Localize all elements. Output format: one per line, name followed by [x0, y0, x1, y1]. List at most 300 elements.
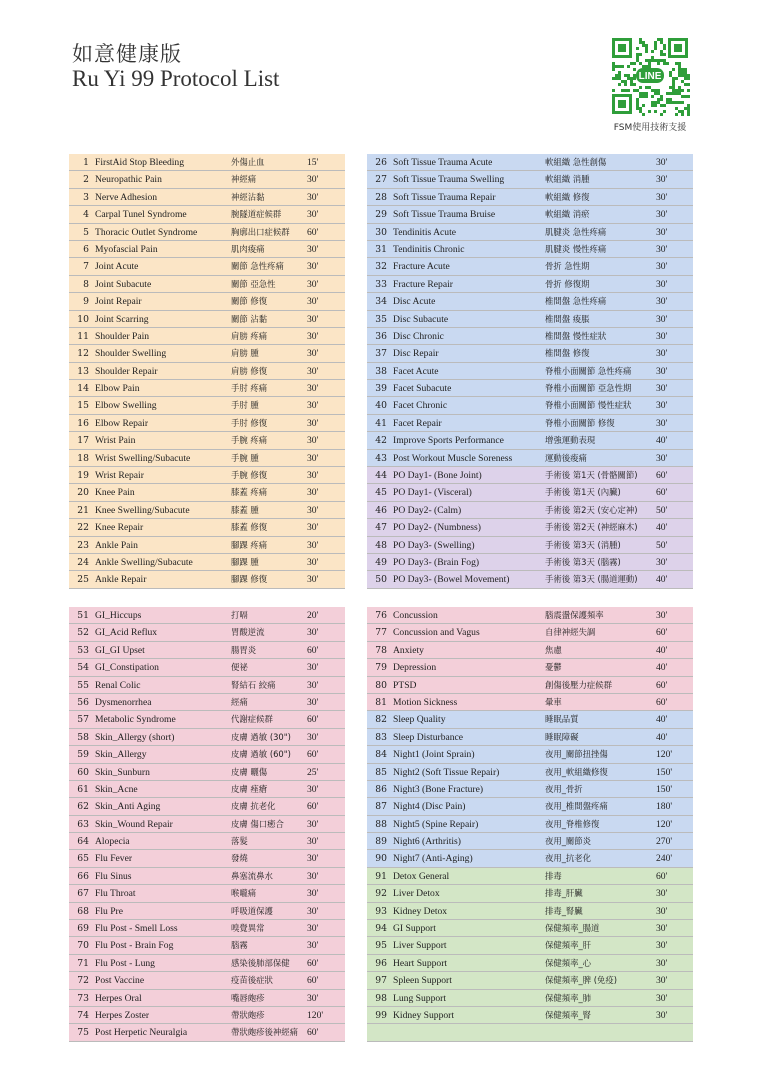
protocol-number: 43 [375, 452, 387, 464]
protocol-duration: 30' [656, 940, 668, 952]
protocol-duration: 40' [656, 714, 668, 726]
protocol-name-en: FirstAid Stop Bleeding [95, 157, 185, 168]
protocol-name-zh: 手術後 第3天 (腦霧) [545, 556, 621, 567]
protocol-number: 34 [375, 296, 387, 308]
protocol-duration: 30' [656, 383, 668, 395]
protocol-table-76-99 [367, 607, 693, 1042]
protocol-duration: 30' [307, 209, 319, 221]
protocol-duration: 30' [656, 975, 668, 987]
protocol-duration: 30' [307, 348, 319, 360]
protocol-name-zh: 鼻塞流鼻水 [231, 870, 273, 881]
page-title-en: Ru Yi 99 Protocol List [72, 66, 280, 91]
protocol-number: 22 [77, 522, 89, 534]
protocol-duration: 15' [307, 157, 319, 168]
table-row [69, 380, 345, 397]
protocol-number: 96 [375, 957, 387, 969]
protocol-name-zh: 椎間盤 痠脹 [545, 313, 590, 324]
protocol-name-zh: 運動後痠痛 [545, 452, 587, 463]
table-row [69, 711, 345, 728]
protocol-number: 97 [375, 975, 387, 987]
protocol-duration: 270' [656, 836, 673, 848]
protocol-number: 5 [83, 226, 89, 238]
protocol-number: 46 [375, 504, 387, 516]
protocol-duration: 30' [307, 539, 319, 551]
protocol-number: 20 [77, 487, 89, 499]
table-row [367, 397, 693, 414]
protocol-duration: 30' [307, 191, 319, 203]
table-row [367, 258, 693, 275]
protocol-name-zh: 腸胃炎 [231, 644, 257, 655]
protocol-duration: 30' [656, 905, 668, 917]
protocol-name-zh: 手術後 第3天 (消腫) [545, 539, 621, 550]
table-row [69, 397, 345, 414]
protocol-name-en: PO Day2- (Calm) [393, 504, 462, 516]
protocol-number: 84 [375, 749, 387, 761]
protocol-name-zh: 腕隧道症候群 [231, 209, 282, 220]
protocol-number: 42 [375, 435, 387, 447]
protocol-duration: 20' [307, 610, 319, 621]
protocol-name-en: Post Herpetic Neuralgia [95, 1027, 188, 1039]
protocol-name-en: Fracture Acute [393, 261, 450, 273]
protocol-number: 47 [375, 522, 387, 534]
table-row [367, 189, 693, 206]
protocol-name-en: Soft Tissue Trauma Repair [393, 191, 496, 203]
protocol-number: 71 [77, 957, 89, 969]
protocol-number: 18 [77, 452, 89, 464]
table-row [367, 154, 693, 171]
protocol-number: 28 [375, 191, 387, 203]
table-row [367, 1007, 693, 1024]
protocol-number: 13 [77, 365, 89, 377]
protocol-number: 15 [77, 400, 89, 412]
protocol-name-en: Facet Repair [393, 417, 442, 429]
table-row [367, 206, 693, 223]
protocol-number: 53 [77, 644, 89, 656]
protocol-duration: 30' [656, 261, 668, 273]
protocol-name-zh: 夜用_脊椎修復 [545, 818, 600, 829]
protocol-name-en: Flu Sinus [95, 870, 132, 882]
protocol-duration: 30' [307, 470, 319, 482]
protocol-name-zh: 落髮 [231, 836, 248, 847]
protocol-name-zh: 帶狀皰疹後神經痛 [231, 1027, 298, 1038]
protocol-name-en: Renal Colic [95, 679, 141, 691]
protocol-name-en: Elbow Pain [95, 383, 140, 395]
protocol-name-en: Improve Sports Performance [393, 435, 504, 447]
protocol-duration: 30' [307, 923, 319, 935]
qr-line-badge: LINE [638, 71, 662, 82]
table-row [69, 258, 345, 275]
protocol-name-en: Skin_Acne [95, 783, 138, 795]
protocol-name-zh: 焦慮 [545, 644, 562, 655]
protocol-number: 29 [375, 209, 387, 221]
protocol-name-en: Herpes Oral [95, 992, 142, 1004]
table-row [69, 241, 345, 258]
protocol-number: 51 [77, 610, 89, 621]
protocol-name-en: Wrist Repair [95, 470, 144, 482]
protocol-name-zh: 關節 沾黏 [231, 313, 268, 324]
page-title-zh: 如意健康版 [72, 42, 182, 66]
protocol-number: 38 [375, 365, 387, 377]
table-row [69, 450, 345, 467]
protocol-name-en: Flu Fever [95, 853, 133, 865]
protocol-duration: 60' [656, 487, 668, 499]
protocol-number: 50 [375, 574, 387, 586]
protocol-name-en: Night4 (Disc Pain) [393, 801, 466, 813]
protocol-duration: 30' [656, 400, 668, 412]
table-row [367, 450, 693, 467]
table-row [69, 972, 345, 989]
table-row [367, 677, 693, 694]
protocol-name-zh: 手術後 第2天 (安心定神) [545, 504, 638, 515]
protocol-duration: 30' [307, 504, 319, 516]
protocol-name-en: Knee Swelling/Subacute [95, 504, 190, 516]
table-row [69, 189, 345, 206]
protocol-name-en: Flu Post - Lung [95, 957, 155, 969]
protocol-name-zh: 膝蓋 腫 [231, 504, 259, 515]
protocol-number: 26 [375, 157, 387, 168]
protocol-number: 60 [77, 766, 89, 778]
protocol-duration: 30' [307, 383, 319, 395]
protocol-number: 9 [83, 296, 89, 308]
table-row [367, 224, 693, 241]
protocol-name-zh: 關節 亞急性 [231, 278, 276, 289]
table-row [69, 467, 345, 484]
protocol-number: 80 [375, 679, 387, 691]
protocol-name-zh: 外傷止血 [231, 157, 265, 167]
table-row [69, 694, 345, 711]
protocol-name-en: Joint Subacute [95, 278, 152, 290]
protocol-number: 69 [77, 923, 89, 935]
protocol-name-en: Kidney Support [393, 1009, 455, 1021]
table-row [69, 850, 345, 867]
protocol-number: 41 [375, 417, 387, 429]
table-row [367, 764, 693, 781]
table-row [367, 1024, 693, 1041]
protocol-number: 35 [375, 313, 387, 325]
protocol-duration: 40' [656, 522, 668, 534]
protocol-name-zh: 睡眠品質 [545, 714, 579, 725]
protocol-number: 3 [83, 191, 89, 203]
protocol-duration: 30' [307, 243, 319, 255]
protocol-duration: 30' [307, 417, 319, 429]
table-row [367, 345, 693, 362]
protocol-name-en: Motion Sickness [393, 696, 458, 708]
protocol-name-en: Disc Acute [393, 296, 436, 308]
protocol-number: 54 [77, 662, 89, 674]
protocol-name-zh: 保健頻率_肝 [545, 940, 592, 951]
protocol-duration: 30' [656, 226, 668, 238]
protocol-duration: 30' [307, 261, 319, 273]
protocol-number: 73 [77, 992, 89, 1004]
protocol-duration: 30' [656, 417, 668, 429]
protocol-name-en: Flu Pre [95, 905, 123, 917]
table-row [367, 311, 693, 328]
protocol-name-zh: 暈車 [545, 696, 562, 707]
protocol-duration: 120' [656, 749, 673, 761]
protocol-duration: 60' [307, 226, 319, 238]
protocol-name-zh: 皮膚 過敏 (30") [231, 731, 291, 742]
table-row [367, 607, 693, 624]
table-row [69, 659, 345, 676]
protocol-name-zh: 手腕 腫 [231, 452, 259, 463]
protocol-number: 62 [77, 801, 89, 813]
protocol-duration: 30' [307, 278, 319, 290]
protocol-duration: 30' [656, 888, 668, 900]
protocol-duration: 30' [307, 627, 319, 639]
protocol-duration: 30' [307, 696, 319, 708]
protocol-name-zh: 肌腱炎 慢性疼痛 [545, 243, 607, 254]
table-row [69, 206, 345, 223]
protocol-name-en: Night2 (Soft Tissue Repair) [393, 766, 500, 778]
protocol-duration: 40' [656, 574, 668, 586]
protocol-duration: 30' [656, 191, 668, 203]
protocol-duration: 120' [307, 1009, 324, 1021]
protocol-name-en: GI Support [393, 923, 436, 935]
protocol-duration: 60' [656, 679, 668, 691]
protocol-name-zh: 經痛 [231, 696, 248, 707]
protocol-duration: 40' [656, 435, 668, 447]
qr-code-icon[interactable] [610, 36, 690, 116]
protocol-name-zh: 腎結石 絞痛 [231, 679, 276, 690]
table-row [367, 467, 693, 484]
table-row [367, 502, 693, 519]
table-row [69, 833, 345, 850]
protocol-duration: 30' [307, 330, 319, 342]
table-row [69, 502, 345, 519]
protocol-number: 70 [77, 940, 89, 952]
protocol-name-en: PO Day3- (Brain Fog) [393, 556, 480, 568]
protocol-name-zh: 神經痛 [231, 174, 257, 185]
protocol-duration: 30' [656, 957, 668, 969]
protocol-name-en: Joint Repair [95, 296, 142, 308]
protocol-number: 57 [77, 714, 89, 726]
protocol-name-en: Anxiety [393, 644, 424, 656]
protocol-name-zh: 手肘 疼痛 [231, 383, 268, 394]
table-row [69, 328, 345, 345]
protocol-name-zh: 關節 急性疼痛 [231, 261, 284, 272]
protocol-name-en: Heart Support [393, 957, 448, 969]
table-row [69, 937, 345, 954]
protocol-name-zh: 帶狀皰疹 [231, 1009, 265, 1020]
protocol-number: 92 [375, 888, 387, 900]
protocol-name-zh: 骨折 修復期 [545, 278, 590, 289]
protocol-number: 36 [375, 330, 387, 342]
protocol-number: 89 [375, 836, 387, 848]
table-row [367, 955, 693, 972]
protocol-name-zh: 保健頻率_腎 [545, 1009, 592, 1020]
protocol-name-zh: 皮膚 抗老化 [231, 801, 276, 812]
protocol-name-zh: 手肘 腫 [231, 400, 259, 411]
protocol-duration: 30' [656, 992, 668, 1004]
protocol-name-zh: 夜用_抗老化 [545, 853, 592, 864]
protocol-duration: 30' [307, 888, 319, 900]
table-row [69, 1024, 345, 1041]
protocol-name-zh: 打嗝 [231, 610, 248, 620]
protocol-table-26-50 [367, 154, 693, 589]
protocol-name-zh: 排毒 [545, 870, 562, 881]
protocol-duration: 50' [656, 539, 668, 551]
table-row [69, 798, 345, 815]
protocol-number: 31 [375, 243, 387, 255]
protocol-name-en: Herpes Zoster [95, 1009, 150, 1021]
protocol-name-en: Sleep Quality [393, 714, 446, 726]
protocol-name-en: Soft Tissue Trauma Bruise [393, 209, 496, 221]
protocol-number: 81 [375, 696, 387, 708]
protocol-duration: 30' [307, 574, 319, 586]
protocol-name-en: Night7 (Anti-Aging) [393, 853, 473, 865]
protocol-name-zh: 椎間盤 慢性症狀 [545, 330, 607, 341]
table-row [69, 955, 345, 972]
protocol-duration: 30' [307, 836, 319, 848]
protocol-number: 75 [77, 1027, 89, 1039]
protocol-number: 74 [77, 1009, 89, 1021]
protocol-name-en: Myofascial Pain [95, 243, 158, 255]
protocol-number: 72 [77, 975, 89, 987]
table-row [367, 659, 693, 676]
protocol-number: 65 [77, 853, 89, 865]
table-row [367, 990, 693, 1007]
protocol-name-zh: 嘴唇皰疹 [231, 992, 265, 1003]
protocol-name-zh: 胸廓出口症候群 [231, 226, 290, 237]
table-row [69, 624, 345, 641]
protocol-duration: 60' [307, 801, 319, 813]
protocol-name-en: Knee Pain [95, 487, 135, 499]
protocol-number: 37 [375, 348, 387, 360]
table-row [367, 276, 693, 293]
protocol-name-en: PO Day2- (Numbness) [393, 522, 481, 534]
table-row [367, 972, 693, 989]
protocol-number: 49 [375, 556, 387, 568]
protocol-duration: 60' [307, 1027, 319, 1039]
protocol-name-zh: 軟組織 修復 [545, 191, 590, 202]
protocol-duration: 30' [656, 209, 668, 221]
table-row [69, 224, 345, 241]
protocol-name-en: Liver Detox [393, 888, 440, 900]
protocol-table-51-75 [69, 607, 345, 1042]
protocol-number: 86 [375, 783, 387, 795]
protocol-name-zh: 手術後 第2天 (神經麻木) [545, 522, 638, 533]
table-row [367, 798, 693, 815]
protocol-duration: 40' [656, 662, 668, 674]
table-row [69, 311, 345, 328]
table-row [69, 363, 345, 380]
protocol-name-zh: 創傷後壓力症候群 [545, 679, 612, 690]
protocol-name-en: Flu Post - Smell Loss [95, 923, 178, 935]
table-row [367, 885, 693, 902]
protocol-number: 8 [83, 278, 89, 290]
protocol-name-zh: 嗅覺異常 [231, 923, 265, 934]
protocol-name-zh: 憂鬱 [545, 662, 562, 673]
protocol-number: 66 [77, 870, 89, 882]
protocol-name-en: Flu Post - Brain Fog [95, 940, 174, 952]
protocol-number: 55 [77, 679, 89, 691]
protocol-name-zh: 保健頻率_肺 [545, 992, 592, 1003]
protocol-name-en: Post Workout Muscle Soreness [393, 452, 513, 464]
protocol-name-zh: 肩膀 腫 [231, 348, 259, 359]
protocol-duration: 30' [307, 662, 319, 674]
protocol-number: 87 [375, 801, 387, 813]
protocol-duration: 50' [656, 504, 668, 516]
table-row [69, 537, 345, 554]
protocol-duration: 60' [656, 627, 668, 639]
protocol-number: 94 [375, 923, 387, 935]
protocol-duration: 30' [656, 1009, 668, 1021]
protocol-name-en: Tendinitis Chronic [393, 243, 465, 255]
table-row [367, 868, 693, 885]
protocol-duration: 30' [307, 313, 319, 325]
protocol-name-en: Ankle Pain [95, 539, 138, 551]
protocol-table-1-25 [69, 154, 345, 589]
protocol-name-zh: 肌腱炎 急性疼痛 [545, 226, 607, 237]
protocol-name-en: GI_Constipation [95, 662, 159, 674]
protocol-duration: 30' [307, 870, 319, 882]
protocol-number: 99 [375, 1009, 387, 1021]
protocol-name-en: PTSD [393, 679, 417, 691]
protocol-name-zh: 代謝症候群 [231, 714, 273, 725]
protocol-number: 11 [77, 330, 89, 342]
protocol-duration: 30' [656, 330, 668, 342]
protocol-name-zh: 肩膀 疼痛 [231, 330, 268, 341]
protocol-name-zh: 呼吸道保護 [231, 905, 273, 916]
protocol-number: 79 [375, 662, 387, 674]
protocol-duration: 60' [307, 714, 319, 726]
table-row [69, 293, 345, 310]
protocol-number: 10 [77, 313, 89, 325]
protocol-name-zh: 排毒_肝臟 [545, 888, 583, 899]
protocol-number: 16 [77, 417, 89, 429]
protocol-name-zh: 夜用_關節炎 [545, 836, 592, 847]
protocol-name-en: Fracture Repair [393, 278, 453, 290]
protocol-name-en: Neuropathic Pain [95, 174, 162, 186]
protocol-duration: 40' [656, 731, 668, 743]
protocol-name-en: Kidney Detox [393, 905, 448, 917]
table-row [367, 694, 693, 711]
protocol-number: 82 [375, 714, 387, 726]
protocol-name-zh: 脊椎小面關節 急性疼痛 [545, 365, 632, 376]
protocol-name-zh: 骨折 急性期 [545, 261, 590, 272]
table-row [69, 432, 345, 449]
table-row [367, 833, 693, 850]
protocol-name-en: Carpal Tunel Syndrome [95, 209, 187, 221]
table-row [367, 903, 693, 920]
protocol-name-en: Lung Support [393, 992, 447, 1004]
qr-caption: FSM使用技術支援 [613, 123, 687, 133]
protocol-name-zh: 肩膀 修復 [231, 365, 268, 376]
protocol-name-zh: 脊椎小面關節 慢性症狀 [545, 400, 632, 411]
protocol-number: 6 [83, 243, 89, 255]
protocol-number: 64 [77, 836, 89, 848]
table-row [367, 850, 693, 867]
protocol-number: 52 [77, 627, 89, 639]
table-row [69, 868, 345, 885]
protocol-name-zh: 喉嚨痛 [231, 888, 257, 899]
table-row [367, 241, 693, 258]
protocol-name-zh: 排毒_腎臟 [545, 905, 583, 916]
table-row [69, 554, 345, 571]
protocol-name-en: Wrist Pain [95, 435, 136, 447]
protocol-duration: 30' [307, 174, 319, 186]
table-row [69, 1007, 345, 1024]
protocol-duration: 30' [656, 610, 668, 621]
table-row [367, 746, 693, 763]
protocol-duration: 25' [307, 766, 319, 778]
table-row [69, 345, 345, 362]
protocol-name-zh: 腦震盪保護頻率 [545, 610, 604, 620]
table-row [367, 537, 693, 554]
protocol-duration: 30' [307, 905, 319, 917]
protocol-name-zh: 手術後 第1天 (骨骼關節) [545, 470, 638, 481]
table-row [69, 171, 345, 188]
